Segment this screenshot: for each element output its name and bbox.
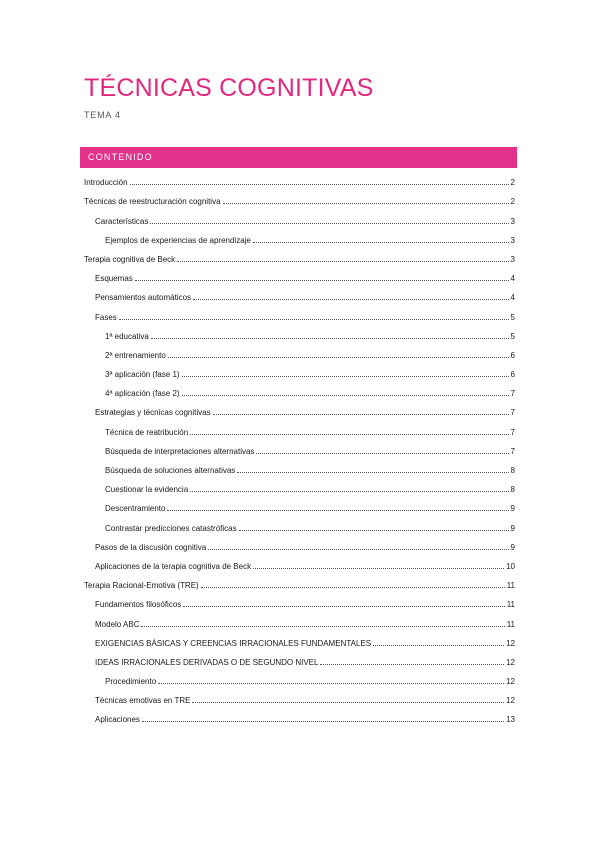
toc-entry-label: Terapia cognitiva de Beck — [84, 254, 176, 264]
toc-entry-label: 1ª educativa — [105, 331, 149, 341]
toc-entry-label: 3ª aplicación (fase 1) — [105, 370, 180, 380]
toc-entry-page: 5 — [510, 312, 515, 322]
toc-entry-page: 3 — [510, 235, 515, 245]
dot-leader — [158, 683, 504, 684]
dot-leader — [223, 203, 509, 204]
toc-heading: CONTENIDO — [80, 147, 517, 168]
toc-entry-page: 9 — [510, 542, 515, 552]
toc-entry-page: 7 — [510, 408, 515, 418]
toc-entry[interactable] — [84, 629, 515, 648]
toc-entry-page: 5 — [510, 331, 515, 341]
table-of-contents — [84, 168, 515, 724]
toc-entry-page: 7 — [510, 446, 515, 456]
toc-entry[interactable] — [84, 513, 515, 532]
dot-leader — [193, 299, 508, 300]
toc-entry-page: 12 — [506, 677, 515, 687]
toc-entry-page: 7 — [510, 427, 515, 437]
dot-leader — [190, 491, 508, 492]
document-subtitle: TEMA 4 — [84, 110, 121, 120]
dot-leader — [208, 549, 508, 550]
toc-entry-label: Técnicas emotivas en TRE — [95, 696, 191, 706]
toc-entry-page: 9 — [510, 523, 515, 533]
toc-entry-label: Técnica de reatribución — [105, 427, 189, 437]
toc-entry[interactable] — [84, 533, 515, 552]
toc-entry[interactable] — [84, 264, 515, 283]
toc-entry-page: 12 — [506, 657, 515, 667]
dot-leader — [253, 568, 504, 569]
toc-entry-label: Fases — [95, 312, 117, 322]
toc-entry-label: Terapia Racional-Emotiva (TRE) — [84, 581, 199, 591]
dot-leader — [182, 395, 509, 396]
dot-leader — [182, 376, 509, 377]
toc-entry[interactable] — [84, 609, 515, 628]
toc-entry-page: 12 — [506, 696, 515, 706]
toc-entry-page: 4 — [510, 274, 515, 284]
toc-entry-page: 2 — [510, 178, 515, 188]
toc-entry[interactable] — [84, 552, 515, 571]
dot-leader — [135, 280, 509, 281]
dot-leader — [190, 434, 508, 435]
toc-entry-page: 13 — [506, 715, 515, 725]
toc-entry[interactable] — [84, 648, 515, 667]
toc-entry[interactable] — [84, 590, 515, 609]
toc-entry-page: 2 — [510, 197, 515, 207]
toc-entry[interactable] — [84, 705, 515, 724]
toc-entry[interactable] — [84, 168, 515, 187]
toc-entry-page: 4 — [510, 293, 515, 303]
toc-entry-label: Aplicaciones — [95, 715, 140, 725]
toc-entry[interactable] — [84, 417, 515, 436]
dot-leader — [177, 261, 508, 262]
toc-entry[interactable] — [84, 667, 515, 686]
toc-entry-label: Aplicaciones de la terapia cognitiva de Beck — [95, 561, 252, 571]
toc-entry-label: Introducción — [84, 178, 128, 188]
toc-entry[interactable] — [84, 686, 515, 705]
dot-leader — [237, 472, 508, 473]
toc-entry-page: 6 — [510, 350, 515, 360]
toc-entry-label: Ejemplos de experiencias de aprendizaje — [105, 235, 251, 245]
toc-entry-label: Búsqueda de soluciones alternativas — [105, 466, 236, 475]
toc-entry-page: 9 — [510, 504, 515, 514]
toc-entry[interactable] — [84, 456, 515, 475]
toc-entry-label: Estrategias y técnicas cognitivas — [95, 408, 211, 418]
toc-entry[interactable] — [84, 571, 515, 590]
toc-entry-label: Procedimiento — [105, 677, 157, 687]
toc-entry-page: 3 — [510, 254, 515, 264]
dot-leader — [201, 587, 505, 588]
toc-entry-label: Modelo ABC — [95, 619, 140, 629]
dot-leader — [119, 319, 509, 320]
toc-entry-label: Técnicas de reestructuración cognitiva — [84, 197, 221, 207]
toc-entry-label: Búsqueda de interpretaciones alternativas — [105, 446, 255, 456]
dot-leader — [168, 357, 509, 358]
toc-entry-page: 3 — [510, 216, 515, 226]
toc-entry-label: Esquemas — [95, 274, 133, 284]
toc-entry[interactable] — [84, 322, 515, 341]
dot-leader — [253, 242, 509, 243]
toc-entry-label: Descentramiento — [105, 504, 166, 514]
toc-entry[interactable] — [84, 475, 515, 494]
toc-entry[interactable] — [84, 283, 515, 302]
toc-entry-page: 12 — [506, 638, 515, 648]
toc-entry[interactable] — [84, 379, 515, 398]
toc-entry-page: 10 — [506, 561, 515, 571]
dot-leader — [320, 664, 504, 665]
dot-leader — [141, 626, 504, 627]
dot-leader — [183, 606, 504, 607]
toc-entry[interactable] — [84, 341, 515, 360]
toc-entry-label: Cuestionar la evidencia — [105, 485, 189, 495]
dot-leader — [150, 223, 508, 224]
dot-leader — [130, 184, 509, 185]
toc-entry[interactable] — [84, 187, 515, 206]
dot-leader — [213, 414, 509, 415]
dot-leader — [239, 530, 509, 531]
toc-entry-page: 6 — [510, 370, 515, 380]
toc-entry[interactable] — [84, 360, 515, 379]
dot-leader — [192, 702, 504, 703]
dot-leader — [151, 338, 509, 339]
dot-leader — [167, 510, 508, 511]
dot-leader — [373, 645, 504, 646]
toc-entry[interactable] — [84, 206, 515, 225]
toc-entry-label: IDEAS IRRACIONALES DERIVADAS O DE SEGUNDO NIVEL — [95, 657, 319, 667]
toc-entry[interactable] — [84, 302, 515, 321]
toc-entry-label: 2ª entrenamiento — [105, 350, 166, 360]
toc-entry[interactable] — [84, 494, 515, 513]
toc-entry-label: Fundamentos filosóficos — [95, 600, 182, 610]
toc-entry-page: 11 — [506, 600, 515, 610]
toc-entry-label: Pensamientos automáticos — [95, 293, 192, 303]
dot-leader — [256, 453, 508, 454]
toc-entry-page: 7 — [510, 389, 515, 399]
toc-entry-label: 4ª aplicación (fase 2) — [105, 389, 180, 399]
toc-entry-page: 11 — [506, 581, 515, 591]
toc-entry[interactable] — [84, 437, 515, 456]
toc-entry-label: Pasos de la discusión cognitiva — [95, 542, 207, 552]
toc-entry[interactable] — [84, 226, 515, 245]
toc-entry-label: Características — [95, 216, 149, 226]
document-title: TÉCNICAS COGNITIVAS — [84, 74, 374, 102]
toc-entry-page: 11 — [506, 619, 515, 629]
dot-leader — [142, 721, 504, 722]
toc-entry-page: 8 — [510, 485, 515, 495]
toc-entry[interactable] — [84, 245, 515, 264]
toc-entry-label: Contrastar predicciones catastróficas — [105, 523, 237, 533]
toc-entry-label: EXIGENCIAS BÁSICAS Y CREENCIAS IRRACIONALES FUNDAMENTALES — [95, 638, 372, 648]
toc-entry-page: 8 — [510, 466, 515, 475]
toc-entry[interactable] — [84, 398, 515, 417]
